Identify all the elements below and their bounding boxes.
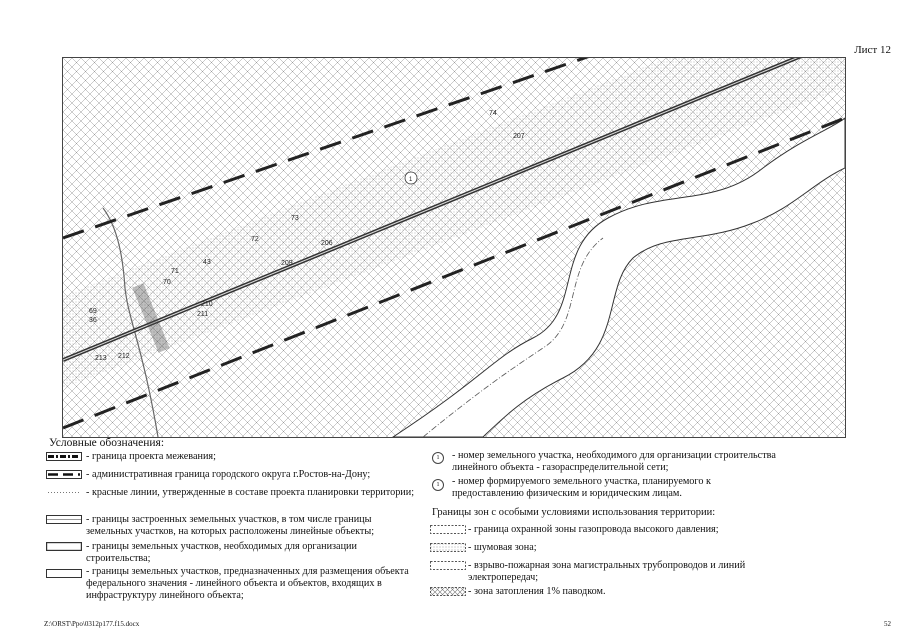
legend-item: - взрыво-пожарная зона магистральных трубопроводов и линий электропередач; bbox=[468, 560, 746, 583]
plot-number-label: 212 bbox=[118, 353, 130, 360]
legend-item: - границы земельных участков, необходимых для организации строительства; bbox=[86, 541, 357, 564]
admin-boundary-symbol bbox=[46, 470, 82, 479]
plot-number-label: 207 bbox=[513, 133, 525, 140]
plot-number-circle-icon: 1 bbox=[432, 452, 444, 464]
red-lines-symbol bbox=[46, 488, 82, 497]
plot-number-label: 206 bbox=[321, 240, 333, 247]
legend-item: - границы застроенных земельных участков, в том числе границы земельных участков, на которых расположены линейные объекты; bbox=[86, 514, 375, 537]
flood-zone-symbol bbox=[430, 587, 466, 596]
plot-number-label: 209 bbox=[281, 260, 293, 267]
plot-number-label: 36 bbox=[89, 317, 97, 324]
legend-item: - границы земельных участков, предназначенных для размещения объекта федерального значения - линейного объекта и объектов, входящих в инфраструктуру линейного объекта; bbox=[86, 566, 409, 601]
construction-plots-symbol bbox=[46, 542, 82, 551]
zones-title: Границы зон с особыми условиями использования территории: bbox=[432, 507, 716, 518]
map-drawing bbox=[62, 57, 846, 438]
legend-item: - граница охранной зоны газопровода высокого давления; bbox=[468, 524, 719, 535]
plot-number-label: 211 bbox=[197, 311, 209, 318]
plot-number-label: 70 bbox=[163, 279, 171, 286]
sheet-label: Лист 12 bbox=[854, 44, 891, 56]
planned-plot-circle-icon: 1 bbox=[432, 479, 444, 491]
route-marker-label: 1 bbox=[409, 177, 413, 183]
plot-number-label: 213 bbox=[95, 355, 107, 362]
explosion-fire-zone-symbol bbox=[430, 561, 466, 570]
legend-title: Условные обозначения: bbox=[49, 437, 165, 449]
federal-object-plots-symbol bbox=[46, 569, 82, 578]
plot-number-label: 73 bbox=[291, 215, 299, 222]
plot-number-label: 72 bbox=[251, 236, 259, 243]
footer-page-number: 52 bbox=[884, 620, 891, 628]
legend-item: - шумовая зона; bbox=[468, 542, 537, 553]
legend-item: - административная граница городского округа г.Ростов-на-Дону; bbox=[86, 469, 371, 480]
legend-item: - граница проекта межевания; bbox=[86, 451, 216, 462]
legend-item: - номер формируемого земельного участка, планируемого к предоставлению физическим и юридическим лицам. bbox=[452, 476, 711, 499]
legend-item: - номер земельного участка, необходимого для организации строительства линейного объекта - газораспределительной сети; bbox=[452, 450, 776, 473]
legend-item: - зона затопления 1% паводком. bbox=[468, 586, 606, 597]
plot-number-label: 74 bbox=[489, 110, 497, 117]
project-boundary-symbol bbox=[46, 452, 82, 461]
plot-number-label: 210 bbox=[201, 301, 213, 308]
footer-file-path: Z:\ORST\Ppo\0312p177.f15.docx bbox=[44, 620, 140, 628]
plot-number-label: 69 bbox=[89, 308, 97, 315]
built-plots-symbol bbox=[46, 515, 82, 524]
noise-zone-symbol bbox=[430, 543, 466, 552]
plot-number-label: 43 bbox=[203, 259, 211, 266]
gas-protection-zone-symbol bbox=[430, 525, 466, 534]
plot-number-label: 71 bbox=[171, 268, 179, 275]
legend-item: - красные линии, утвержденные в составе проекта планировки территории; bbox=[86, 487, 415, 498]
